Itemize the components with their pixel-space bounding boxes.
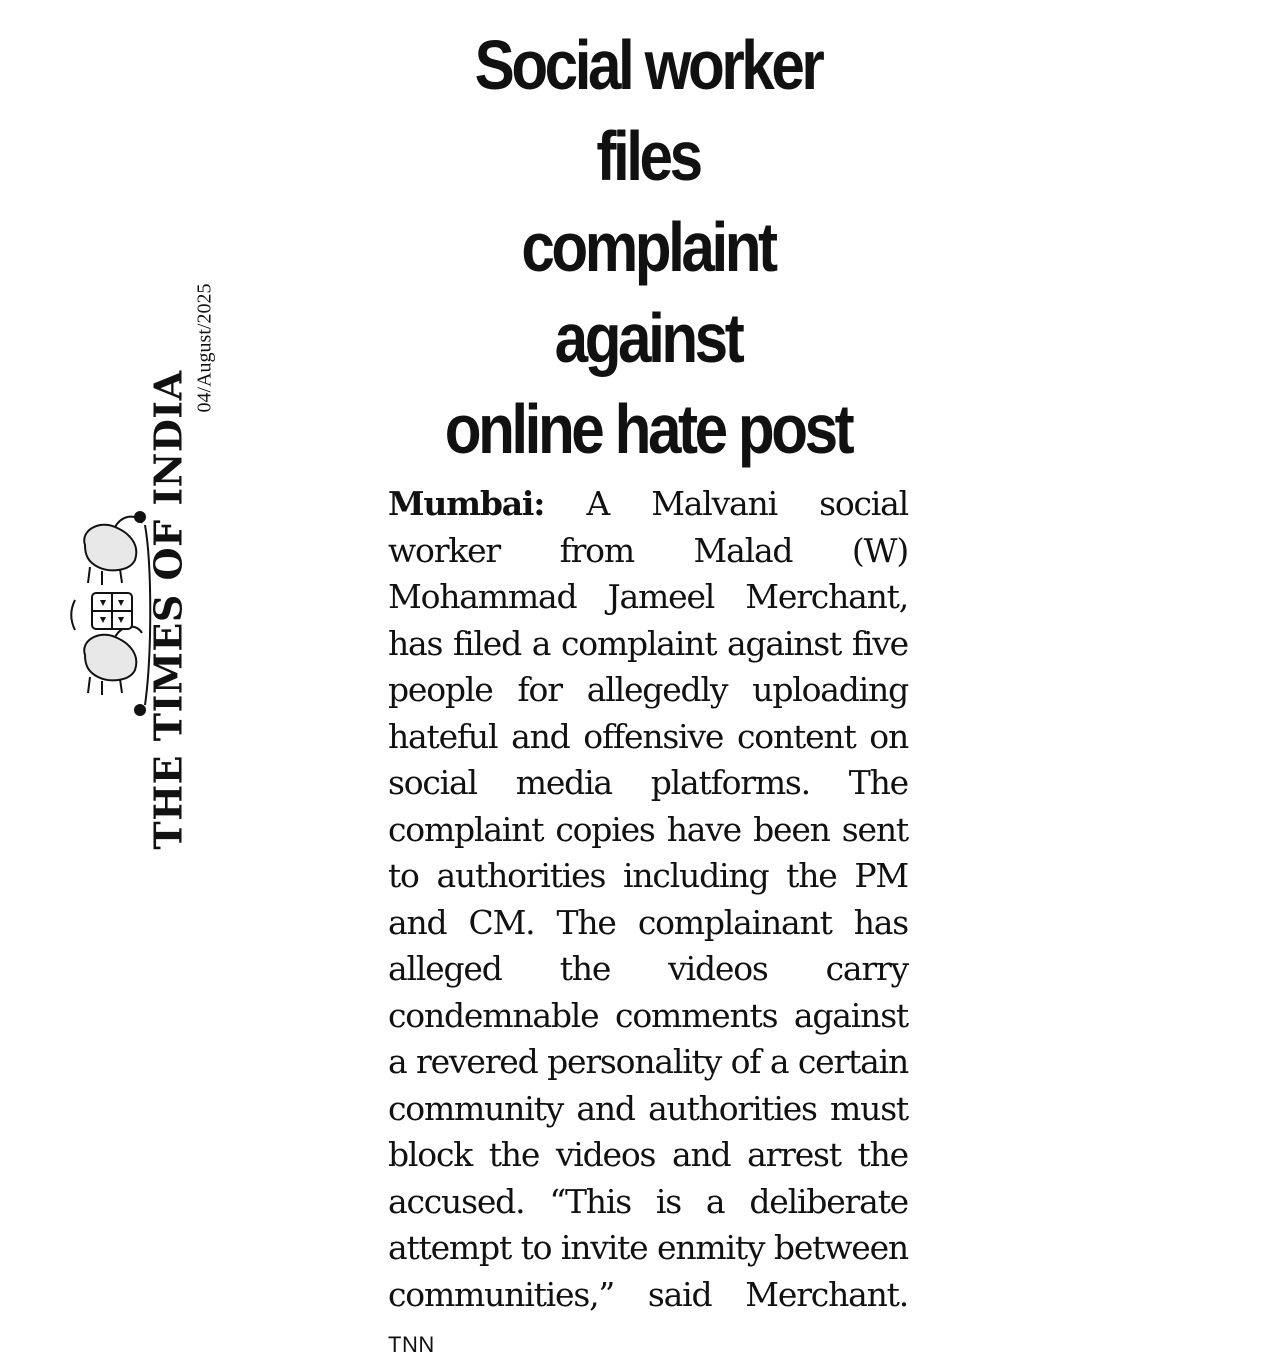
article-body-text: A Malvani social worker from Malad (W) Mohammad Jameel Merchant, has filed a complaint against five people for allegedly uploading hateful and offensive content on social media platforms. The complaint copies have been sent to authorities including the PM and CM. The complainant has alleged the videos carry condemnable comments against a revered personality of a certain community and authorities must block the videos and arrest the accused. “This is a deliberate attempt to invite enmity between communities,” said Merchant. <box>388 484 908 1314</box>
news-agency-credit: TNN <box>388 1332 435 1357</box>
headline-line: Social worker files <box>474 26 822 195</box>
headline-line: complaint against <box>521 208 775 377</box>
newspaper-name: THE TIMES OF INDIA <box>145 370 191 850</box>
headline <box>424 20 871 475</box>
masthead <box>0 0 260 1280</box>
headline-line: online hate post <box>444 390 852 468</box>
publication-date: 04/August/2025 <box>193 283 216 413</box>
elephants-crest-emblem-icon <box>70 505 155 720</box>
dateline: Mumbai: <box>388 484 545 523</box>
article-body <box>388 481 908 1369</box>
article <box>388 20 908 1369</box>
